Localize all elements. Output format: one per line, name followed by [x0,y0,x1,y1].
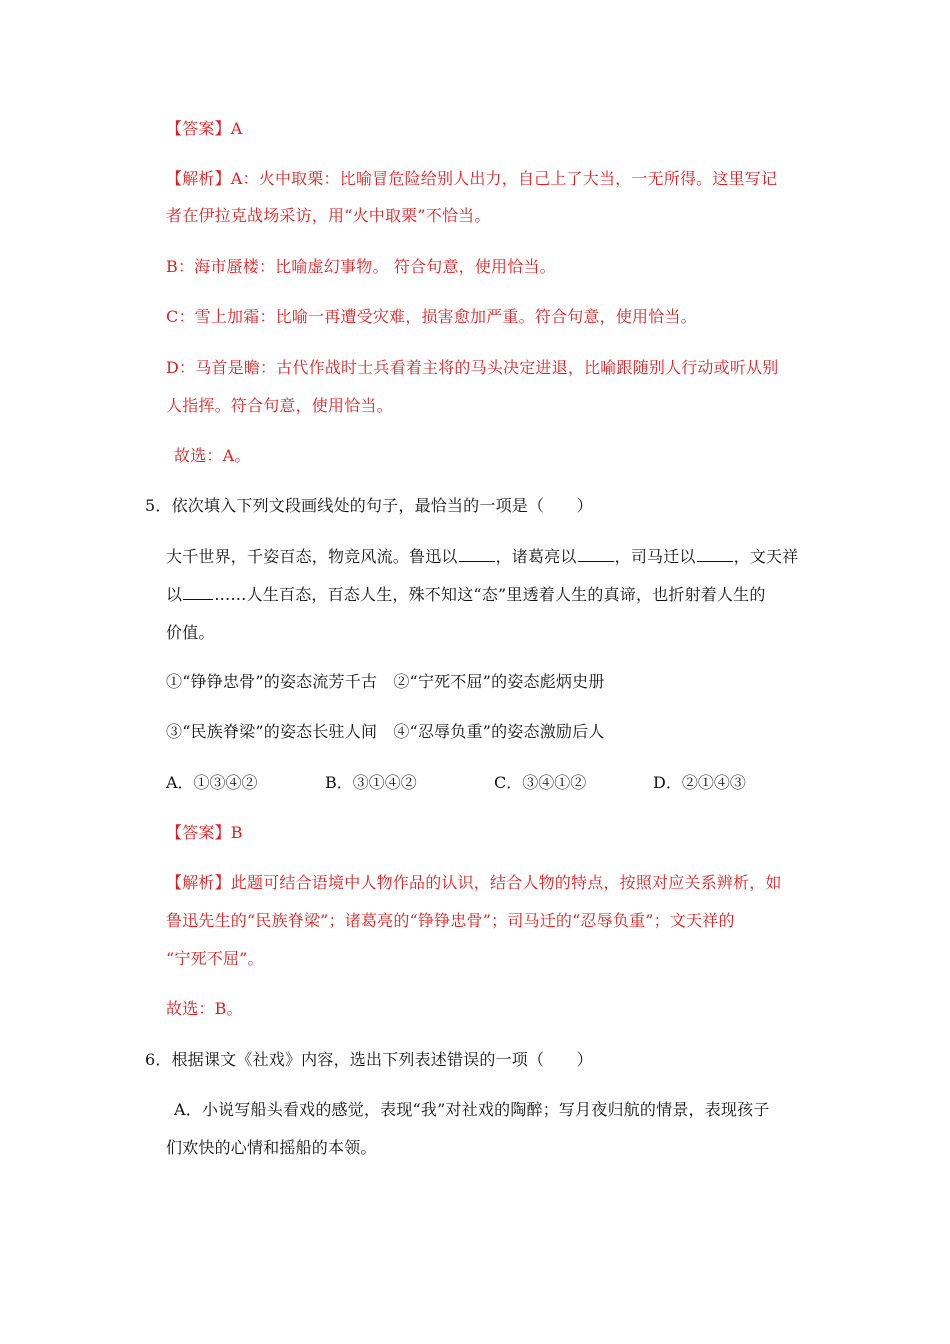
q5-question: 5．依次填入下列文段画线处的句子，最恰当的一项是（ ） [145,496,593,515]
q5-passage-line2 [166,584,766,606]
q4-answer: 【答案】A [166,119,243,138]
q5-option-d: D．②①④③ [653,773,746,792]
q5-passage-line3: 价值。 [166,623,215,642]
q5-analysis-line2: 鲁迅先生的“民族脊梁”；诸葛亮的“铮铮忠骨”；司马迁的“忍辱负重”；文天祥的 [166,911,735,930]
q5-passage-line1 [166,546,798,568]
passage-text: ……人生百态，百态人生，殊不知这“态”里透着人生的真谛，也折射着人生的 [214,585,766,604]
q5-option-a: A．①③④② [166,773,258,792]
q4-option-c-analysis: C：雪上加霜：比喻一再遭受灾难，损害愈加严重。符合句意，使用恰当。 [166,307,697,326]
q5-option-c: C．③④①② [494,773,587,792]
q4-option-d-analysis-line1: D：马首是瞻：古代作战时士兵看着主将的马头决定进退，比喻跟随别人行动或听从别 [166,358,779,377]
q6-option-a-line2: 们欢快的心情和摇船的本领。 [166,1138,377,1157]
blank-line [578,547,614,562]
q4-option-d-analysis-line2: 人指挥。符合句意，使用恰当。 [166,396,393,415]
q5-items-line2: ③“民族脊梁”的姿态长驻人间 ④“忍辱负重”的姿态激励后人 [166,722,605,741]
q4-analysis-line2: 者在伊拉克战场采访，用“火中取栗”不恰当。 [166,206,491,225]
passage-text: ，文天祥 [733,547,799,566]
blank-line [459,547,495,562]
passage-text: 以 [166,585,183,604]
q5-analysis-line3: “宁死不屈”。 [166,949,264,968]
q4-conclusion: 故选：A。 [174,446,251,465]
q5-conclusion: 故选：B。 [166,999,243,1018]
q5-items-line1: ①“铮铮忠骨”的姿态流芳千古 ②“宁死不屈”的姿态彪炳史册 [166,672,605,691]
passage-text: ，司马迁以 [614,547,696,566]
q6-option-a-line1: A．小说写船头看戏的感觉，表现“我”对社戏的陶醉；写月夜归航的情景，表现孩子 [174,1100,770,1119]
blank-line [697,547,733,562]
q5-option-b: B．③①④② [325,773,417,792]
q6-question: 6．根据课文《社戏》内容，选出下列表述错误的一项（ ） [145,1050,593,1069]
q4-option-b-analysis: B：海市蜃楼：比喻虚幻事物。 符合句意，使用恰当。 [166,257,556,276]
passage-text: ，诸葛亮以 [495,547,577,566]
blank-line [183,585,213,600]
q5-answer: 【答案】B [166,823,243,842]
q5-analysis-line1: 【解析】此题可结合语境中人物作品的认识，结合人物的特点，按照对应关系辨析，如 [166,873,782,892]
q4-analysis-line1: 【解析】A：火中取栗：比喻冒危险给别人出力，自己上了大当，一无所得。这里写记 [166,169,778,188]
passage-text: 大千世界，千姿百态，物竞风流。鲁迅以 [166,547,458,566]
